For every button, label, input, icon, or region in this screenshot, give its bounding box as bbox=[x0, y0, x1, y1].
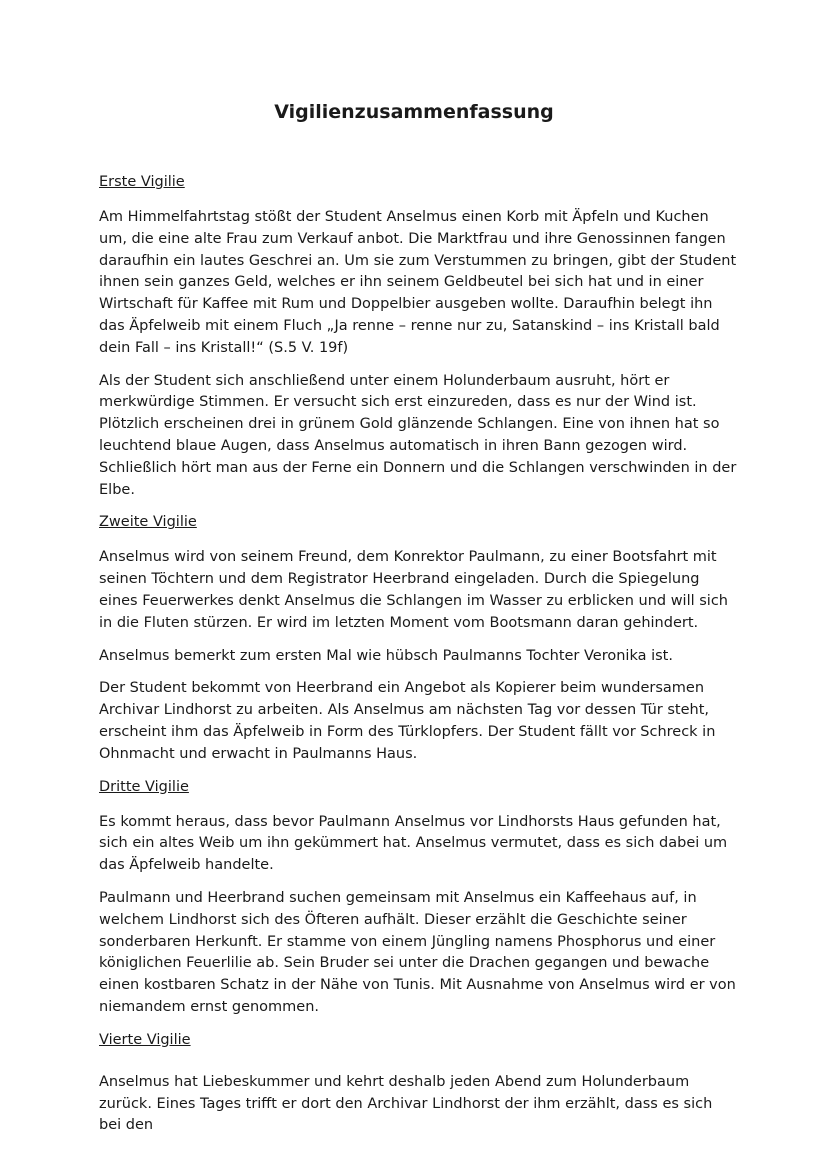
paragraph: Am Himmelfahrtstag stößt der Student Anselmus einen Korb mit Äpfeln und Kuchen um, die eine alte Frau zum Verkauf anbot. Die Marktfrau und ihre Genossinnen fangen daraufhin ein lautes Geschrei an. Um sie zum Verstummen zu bringen, gibt der Student ihnen sein ganzes Geld, welches er ihn seinem Geldbeutel bei sich hat und in einer Wirtschaft für Kaffee mit Rum und Doppelbier ausgeben wollte. Daraufhin belegt ihn das Äpfelweib mit einem Fluch „Ja renne – renne nur zu, Satanskind – ins Kristall bald dein Fall – ins Kristall!“ (S.5 V. 19f) bbox=[99, 209, 737, 356]
section-vierte-vigilie bbox=[99, 1030, 739, 1137]
section-heading: Erste Vigilie bbox=[99, 174, 185, 190]
paragraph: Anselmus bemerkt zum ersten Mal wie hübsch Paulmanns Tochter Veronika ist. bbox=[99, 647, 673, 664]
paragraph: Der Student bekommt von Heerbrand ein Angebot als Kopierer beim wundersamen Archivar Lindhorst zu arbeiten. Als Anselmus am nächsten Tag vor dessen Tür steht, erscheint ihm das Äpfelweib in Form des Türklopfers. Der Student fällt vor Schreck in Ohnmacht und erwacht in Paulmanns Haus. bbox=[99, 680, 716, 762]
document-body bbox=[99, 172, 739, 1148]
document-title: Vigilienzusammenfassung bbox=[274, 101, 554, 123]
paragraph: Es kommt heraus, dass bevor Paulmann Anselmus vor Lindhorsts Haus gefunden hat, sich ein altes Weib um ihn gekümmert hat. Anselmus vermutet, dass es sich dabei um das Äpfelweib handelte. bbox=[99, 813, 728, 874]
paragraph: Als der Student sich anschließend unter einem Holunderbaum ausruht, hört er merkwürdige Stimmen. Er versucht sich erst einzureden, dass es nur der Wind ist. Plötzlich erscheinen drei in grünem Gold glänzende Schlangen. Eine von ihnen hat so leuchtend blaue Augen, dass Anselmus automatisch in ihren Bann gezogen wird. Schließlich hört man aus der Ferne ein Donnern und die Schlangen verschwinden in der Elbe. bbox=[99, 372, 737, 498]
paragraph: Anselmus wird von seinem Freund, dem Konrektor Paulmann, zu einer Bootsfahrt mit seinen Töchtern und dem Registrator Heerbrand eingeladen. Durch die Spiegelung eines Feuerwerkes denkt Anselmus die Schlangen im Wasser zu erblicken und will sich in die Fluten stürzen. Er wird im letzten Moment vom Bootsmann daran gehindert. bbox=[99, 549, 729, 631]
section-heading: Vierte Vigilie bbox=[99, 1031, 191, 1048]
paragraph: Paulmann und Heerbrand suchen gemeinsam mit Anselmus ein Kaffeehaus auf, in welchem Lindhorst sich des Öfteren aufhält. Dieser erzählt die Geschichte seiner sonderbaren Herkunft. Er stamme von einem Jüngling namens Phosphorus und einer königlichen Feuerlilie ab. Sein Bruder sei unter die Drachen gegangen und bewache einen kostbaren Schatz in der Nähe von Tunis. Mit Ausnahme von Anselmus wird er von niemandem ernst genommen. bbox=[99, 889, 736, 1015]
section-zweite-vigilie bbox=[99, 512, 739, 765]
section-heading: Dritte Vigilie bbox=[99, 778, 189, 795]
section-erste-vigilie bbox=[99, 172, 739, 501]
section-heading: Zweite Vigilie bbox=[99, 514, 197, 531]
section-dritte-vigilie bbox=[99, 777, 739, 1019]
paragraph: Anselmus hat Liebeskummer und kehrt deshalb jeden Abend zum Holunderbaum zurück. Eines Tages trifft er dort den Archivar Lindhorst der ihm erzählt, dass es sich bei den bbox=[99, 1073, 713, 1134]
